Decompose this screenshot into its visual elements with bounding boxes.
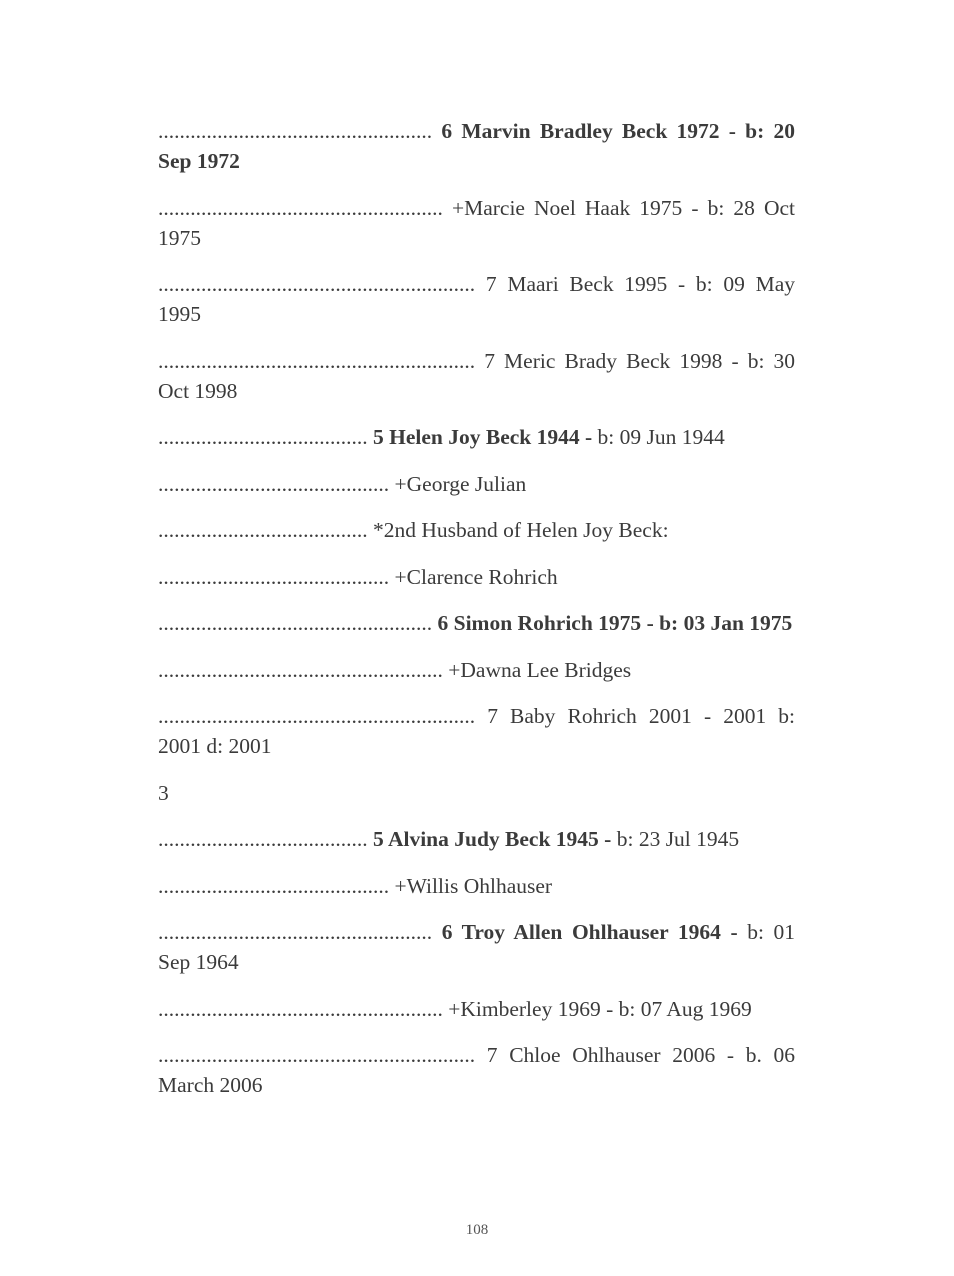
person-name: 6 Marvin Bradley Beck 1972 — [441, 119, 720, 143]
person-detail: +Clarence Rohrich — [394, 564, 558, 589]
leader-dots: ..................................................... — [158, 657, 443, 682]
entry-simon-rohrich — [158, 608, 795, 638]
person-detail: 7 Baby Rohrich 2001 - 2001 b: 2001 d: 2001 — [158, 704, 795, 758]
leader-dots: ..................................................... — [158, 195, 443, 220]
person-detail: +Marcie Noel Haak 1975 - b: 28 Oct 1975 — [158, 195, 796, 250]
birth-detail: b: 23 Jul 1945 — [611, 827, 740, 851]
person-detail: +Dawna Lee Bridges — [448, 657, 632, 682]
entry-dawna-lee-bridges — [158, 655, 795, 685]
separator: - — [579, 425, 593, 449]
leader-dots: ....................................... — [158, 425, 368, 449]
leader-dots: ................................................... — [158, 611, 433, 635]
entry-marcie-noel-haak — [158, 193, 795, 253]
birth-detail: b: 01 Sep 1964 — [158, 920, 795, 974]
entry-helen-joy-beck — [158, 422, 795, 452]
separator: - — [720, 920, 738, 944]
separator: - — [598, 827, 612, 851]
person-detail: +Willis Ohlhauser — [394, 873, 553, 898]
leader-dots: ........................................................... — [158, 704, 476, 728]
genealogy-list — [158, 116, 795, 1117]
page-number: 108 — [465, 1222, 489, 1238]
person-detail: +George Julian — [394, 471, 527, 496]
leader-dots: ....................................... — [158, 827, 368, 851]
birth-detail: 20 Sep 1972 — [158, 119, 795, 173]
entry-baby-rohrich — [158, 701, 795, 761]
entry-maari-beck — [158, 269, 795, 329]
birth-detail: 03 Jan 1975 — [678, 611, 793, 635]
person-name: 6 Troy Allen Ohlhauser 1964 — [441, 920, 721, 944]
person-detail: *2nd Husband of Helen Joy Beck: — [373, 518, 669, 542]
leader-dots: ........................................... — [158, 564, 390, 589]
entry-marvin-bradley-beck — [158, 116, 795, 176]
leader-dots: ................................................... — [158, 119, 433, 143]
person-name: 5 Helen Joy Beck 1944 — [373, 425, 580, 449]
leader-dots: ........................................... — [158, 471, 390, 496]
person-detail: 3 — [158, 780, 169, 805]
person-detail: 7 Chloe Ohlhauser 2006 - b. 06 March 2006 — [158, 1043, 796, 1097]
leader-dots: ..................................................... — [158, 996, 443, 1021]
person-name: 6 Simon Rohrich 1975 — [437, 611, 642, 635]
leader-dots: ........................................... — [158, 873, 390, 898]
entry-troy-allen-ohlhauser — [158, 917, 795, 977]
entry-george-julian — [158, 469, 795, 499]
entry-chloe-ohlhauser — [158, 1040, 795, 1100]
birth-detail: b: 09 Jun 1944 — [592, 425, 725, 449]
leader-dots: ........................................................... — [158, 272, 476, 296]
person-detail: 7 Meric Brady Beck 1998 - b: 30 Oct 1998 — [158, 348, 796, 403]
entry-willis-ohlhauser — [158, 871, 795, 901]
separator: - b: — [719, 119, 765, 143]
entry-meric-brady-beck — [158, 346, 795, 406]
leader-dots: ................................................... — [158, 920, 433, 944]
person-detail: 7 Maari Beck 1995 - b: 09 May 1995 — [158, 272, 795, 326]
leader-dots: ........................................................... — [158, 1043, 476, 1067]
leader-dots: ........................................................... — [158, 348, 476, 373]
separator: - b: — [641, 611, 679, 635]
entry-clarence-rohrich — [158, 562, 795, 592]
person-name: 5 Alvina Judy Beck 1945 — [373, 827, 599, 851]
entry-number-marker — [158, 778, 795, 808]
leader-dots: ....................................... — [158, 518, 368, 542]
entry-second-husband-note — [158, 515, 795, 545]
person-detail: +Kimberley 1969 - b: 07 Aug 1969 — [448, 996, 752, 1021]
entry-kimberley — [158, 994, 795, 1024]
entry-alvina-judy-beck — [158, 824, 795, 854]
